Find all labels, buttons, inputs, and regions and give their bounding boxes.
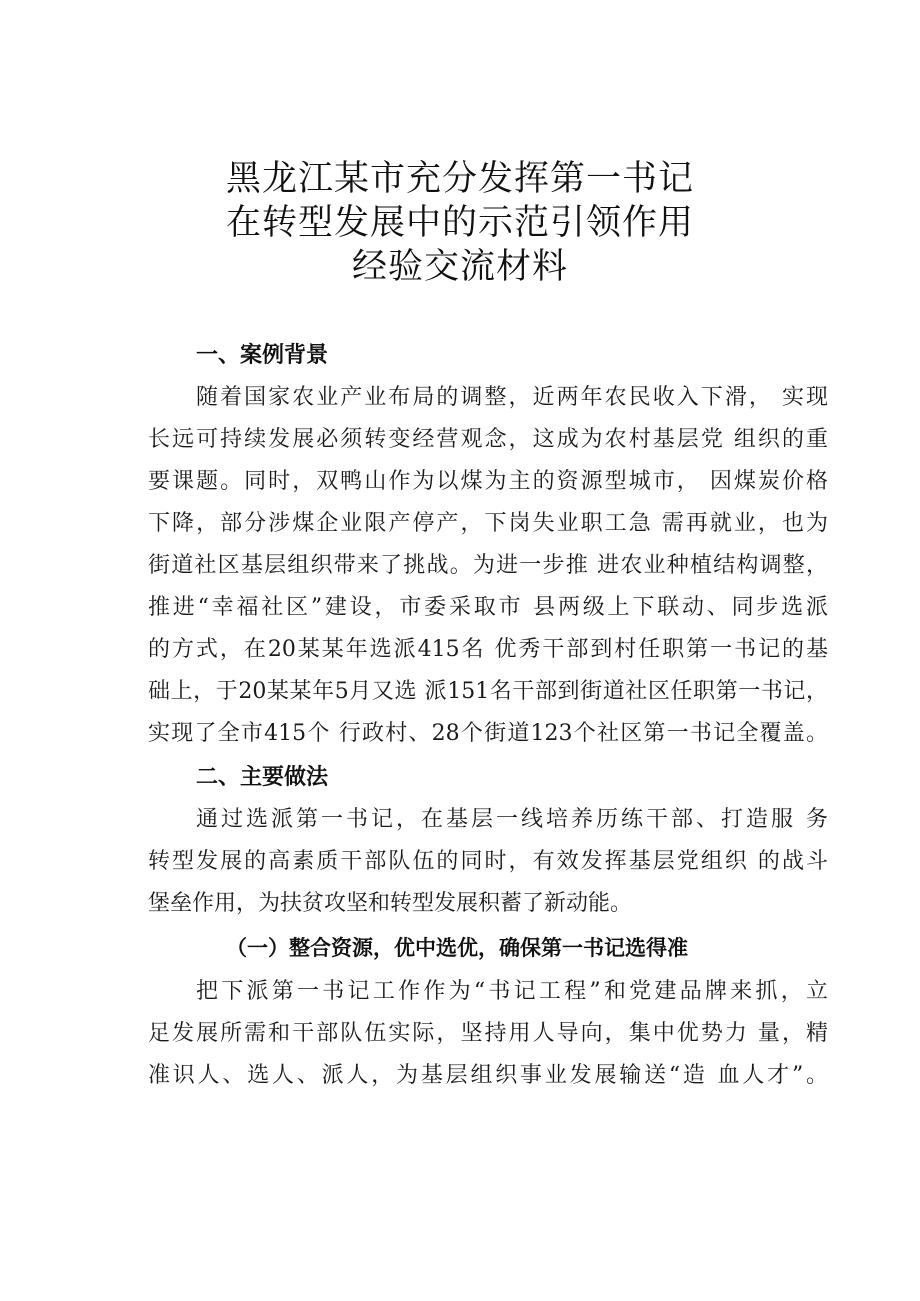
paragraph-line: 足发展所需和干部队伍实际，坚持用人导向，集中优势力 量，精 [148,1021,828,1046]
subsection-heading: （一）整合资源，优中选优，确保第一书记选得准 [226,936,688,960]
paragraph-line: 实现了全市415个 行政村、28个街道123个社区第一书记全覆盖。 [148,721,828,746]
paragraph-line: 要课题。同时，双鸭山作为以煤为主的资源型城市， 因煤炭价格 [148,469,828,494]
paragraph-line: 准识人、选人、派人，为基层组织事业发展输送“造 血人才”。 [148,1063,828,1088]
paragraph-line: 长远可持续发展必须转变经营观念，这成为农村基层党 组织的重 [148,427,828,452]
document-title-line-2: 在转型发展中的示范引领作用 [225,203,694,243]
paragraph-line: 堡垒作用，为扶贫攻坚和转型发展积蓄了新动能。 [148,891,633,916]
section-heading-methods: 二、主要做法 [196,765,329,790]
paragraph-line: 转型发展的高素质干部队伍的同时，有效发挥基层党组织 的战斗 [148,849,828,874]
paragraph-line: 推进“幸福社区”建设，市委采取市 县两级上下联动、同步选派 [148,595,828,620]
paragraph-line: 础上，于20某某年5月又选 派151名干部到街道社区任职第一书记， [148,679,828,704]
document-title-line-3: 经验交流材料 [351,247,568,287]
paragraph-line: 通过选派第一书记，在基层一线培养历练干部、打造服 务 [196,807,828,832]
paragraph-line: 下降，部分涉煤企业限产停产，下岗失业职工急 需再就业，也为 [148,511,828,536]
paragraph-line: 随着国家农业产业布局的调整，近两年农民收入下滑， 实现 [196,385,828,410]
section-heading-background: 一、案例背景 [196,343,329,368]
paragraph-line: 把下派第一书记工作作为“书记工程”和党建品牌来抓，立 [196,979,828,1004]
paragraph-line: 的方式，在20某某年选派415名 优秀干部到村任职第一书记的基 [148,637,828,662]
document-title-line-1: 黑龙江某市充分发挥第一书记 [225,159,694,199]
paragraph-line: 街道社区基层组织带来了挑战。为进一步推 进农业种植结构调整， [148,553,828,578]
